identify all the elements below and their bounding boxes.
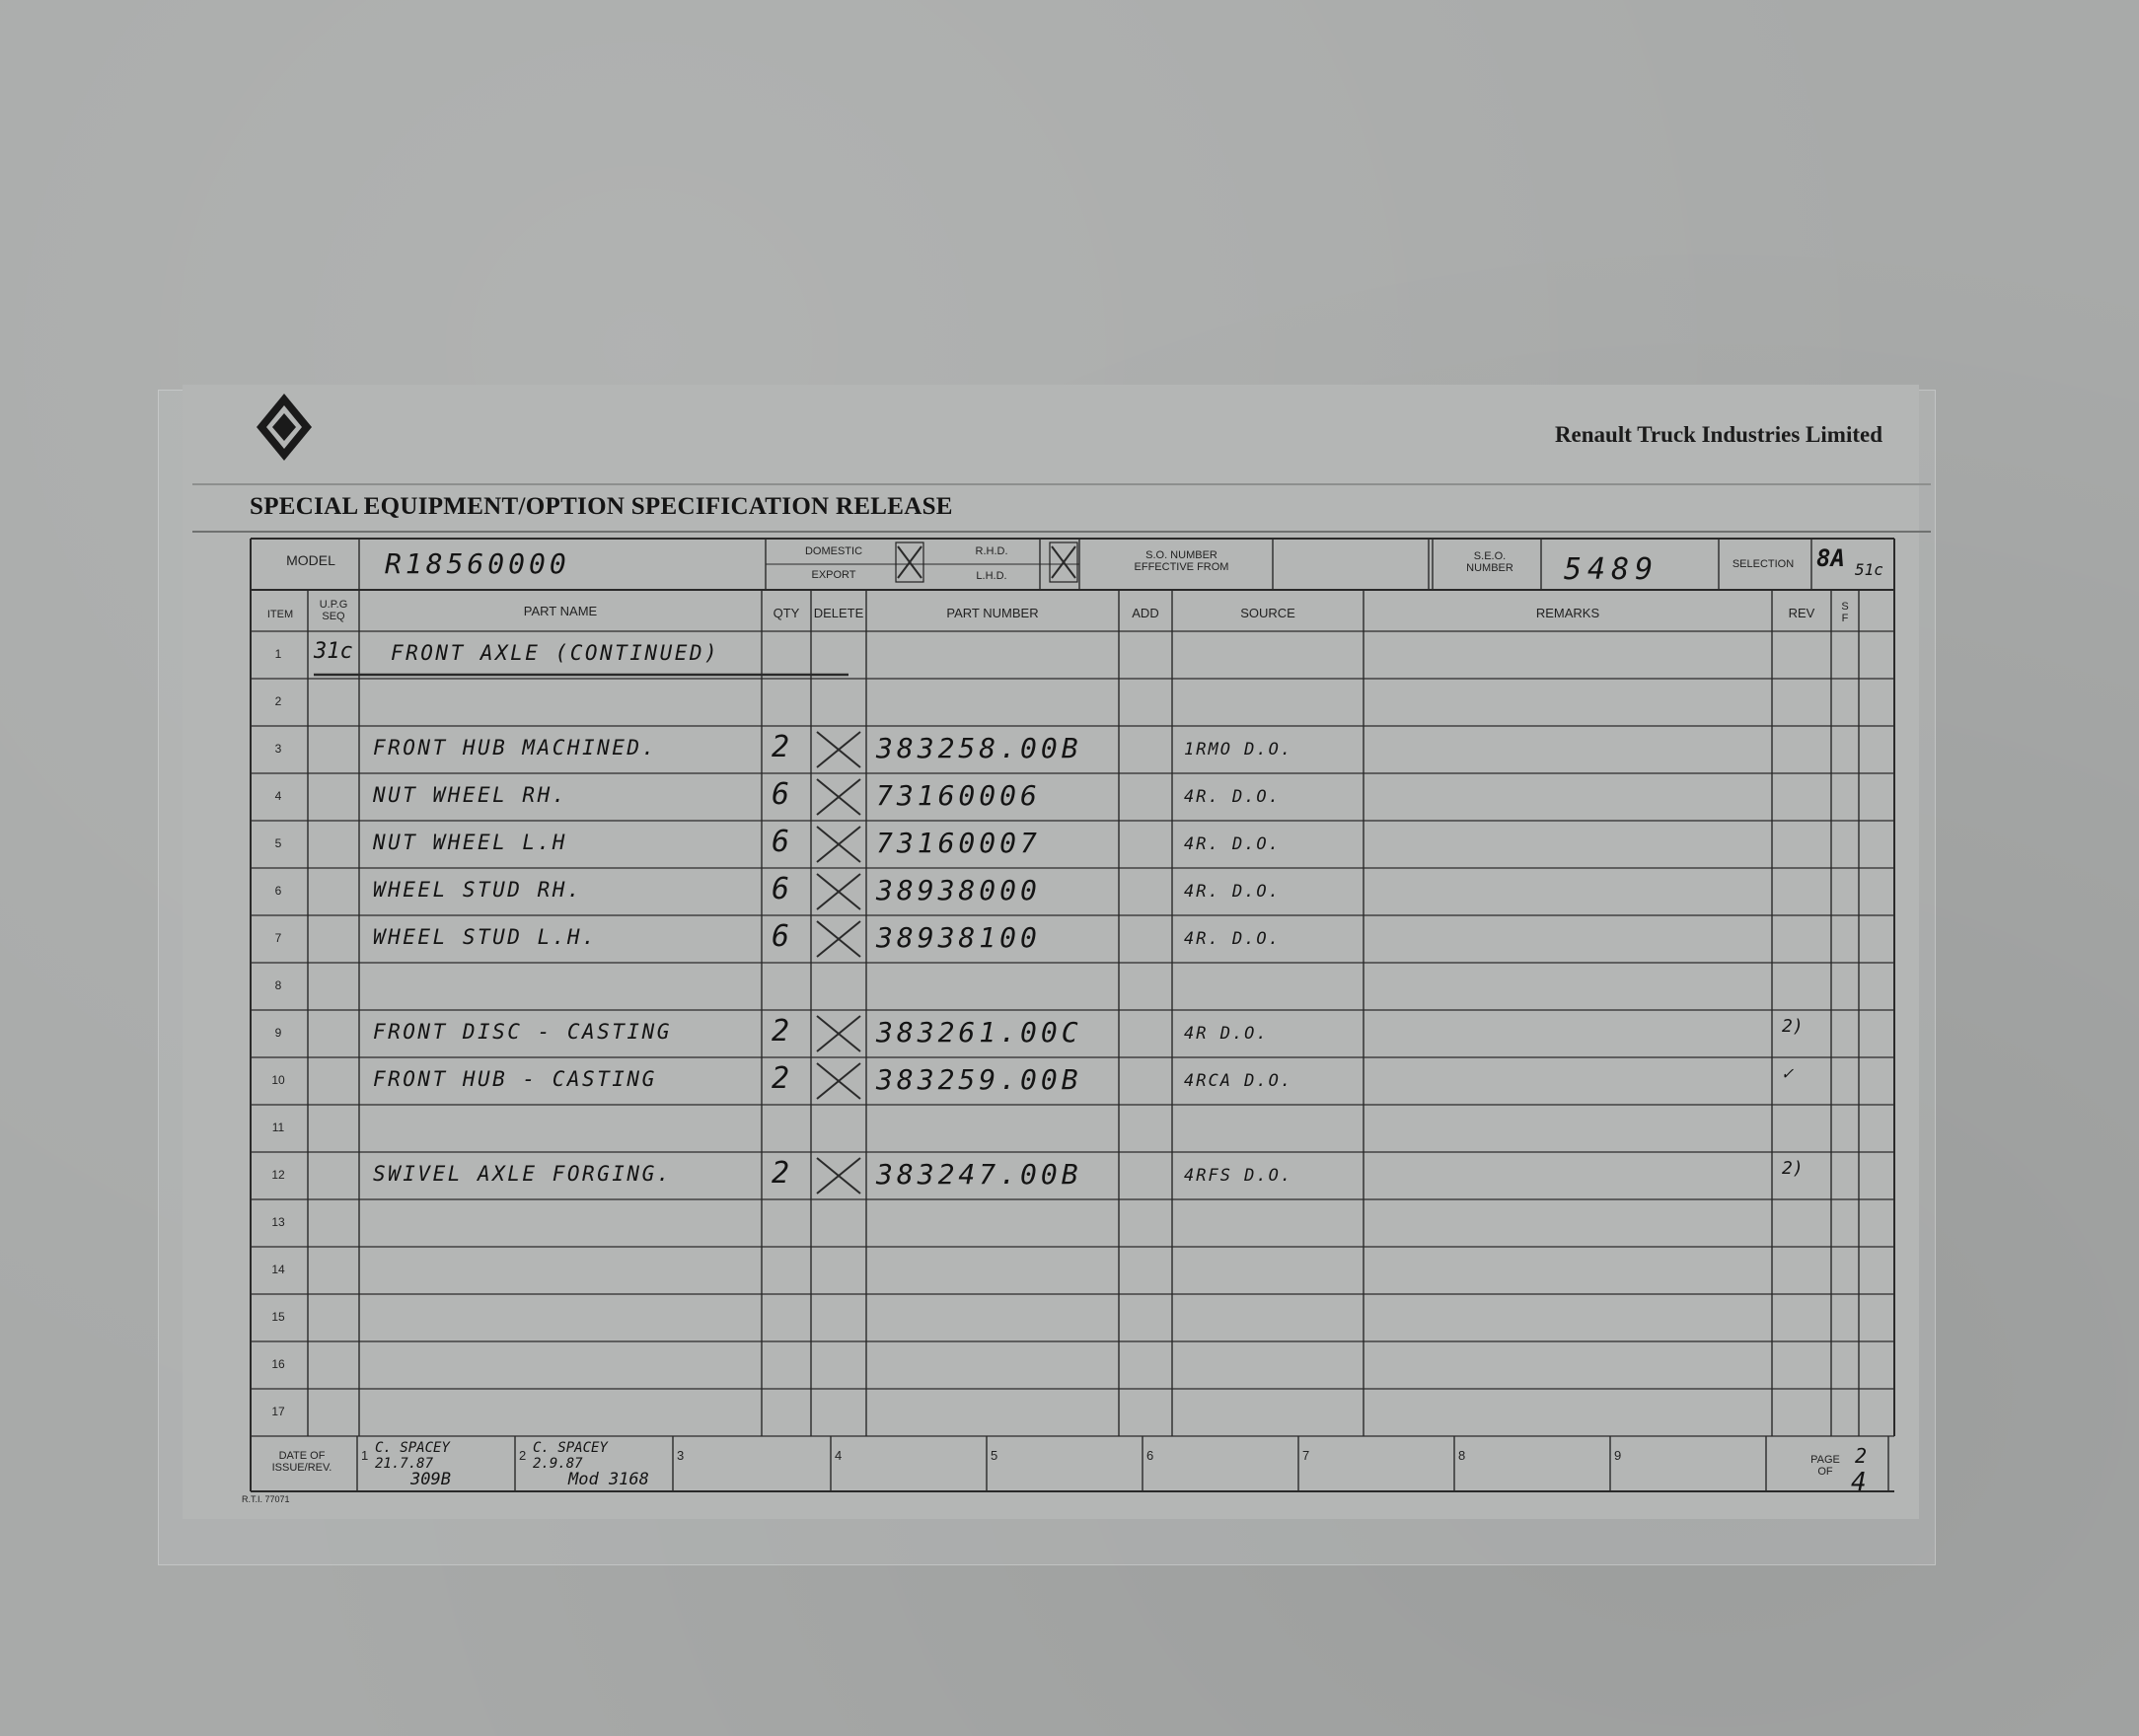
col-upg: U.P.G xyxy=(319,599,348,611)
issue-number: 9 xyxy=(1614,1448,1622,1463)
row-source: 4R D.O. xyxy=(1184,1024,1269,1044)
selection-suffix: 51c xyxy=(1855,560,1883,579)
issue-date: 2.9.87 xyxy=(533,1456,583,1472)
col-rev: REV xyxy=(1788,606,1815,620)
model-label: MODEL xyxy=(286,552,335,568)
issue-number: 2 xyxy=(519,1448,527,1463)
row-qty: 6 xyxy=(772,825,790,859)
col-s: S xyxy=(1841,601,1849,613)
row-part-number: 383247.00B xyxy=(876,1158,1082,1191)
row-item-number: 15 xyxy=(271,1310,285,1324)
effective-from-label: EFFECTIVE FROM xyxy=(1134,561,1229,573)
row-part-name: FRONT HUB - CASTING xyxy=(373,1067,657,1091)
row-part-name: NUT WHEEL L.H xyxy=(373,831,567,854)
issue-number: 4 xyxy=(835,1448,843,1463)
row-rev: 2) xyxy=(1782,1158,1804,1179)
row-item-number: 8 xyxy=(274,978,282,992)
issue-name: C. SPACEY xyxy=(375,1440,450,1456)
so-number-label: S.O. NUMBER xyxy=(1145,549,1217,561)
col-qty: QTY xyxy=(773,606,800,620)
row-part-number: 73160007 xyxy=(876,827,1041,859)
model-value: R18560000 xyxy=(385,547,570,580)
row-qty: 6 xyxy=(772,919,790,954)
company-name: Renault Truck Industries Limited xyxy=(1554,422,1882,447)
row-source: 1RMO D.O. xyxy=(1184,740,1293,760)
issue-date: 21.7.87 xyxy=(375,1456,434,1472)
row-upg-seq: 31c xyxy=(314,639,353,664)
issue-number: 8 xyxy=(1458,1448,1466,1463)
row-item-number: 16 xyxy=(271,1357,285,1371)
row-part-number: 38938000 xyxy=(876,874,1041,906)
issue-number: 6 xyxy=(1146,1448,1154,1463)
row-source: 4R. D.O. xyxy=(1184,882,1281,902)
selection-value: 8A xyxy=(1816,544,1845,572)
form-title: SPECIAL EQUIPMENT/OPTION SPECIFICATION RELEASE xyxy=(250,493,953,520)
col-source: SOURCE xyxy=(1240,606,1295,620)
form-code: R.T.I. 77071 xyxy=(242,1494,290,1504)
row-part-name: NUT WHEEL RH. xyxy=(373,783,567,807)
row-qty: 2 xyxy=(772,730,790,764)
row-item-number: 2 xyxy=(274,694,282,708)
row-item-number: 12 xyxy=(271,1168,285,1182)
row-part-name: FRONT AXLE (CONTINUED) xyxy=(391,641,720,665)
lhd-label: L.H.D. xyxy=(976,570,1007,582)
issue-note: 309B xyxy=(410,1470,451,1489)
col-delete: DELETE xyxy=(813,606,864,620)
row-source: 4RCA D.O. xyxy=(1184,1071,1293,1091)
row-part-number: 38938100 xyxy=(876,921,1041,954)
row-item-number: 4 xyxy=(274,789,282,803)
row-rev: ✓ xyxy=(1782,1063,1793,1084)
row-item-number: 5 xyxy=(274,836,282,850)
page-label: PAGE xyxy=(1810,1454,1840,1466)
issue-note: Mod 3168 xyxy=(568,1470,649,1489)
row-part-name: WHEEL STUD L.H. xyxy=(373,925,598,949)
row-item-number: 10 xyxy=(271,1073,285,1087)
row-part-number: 383261.00C xyxy=(876,1016,1082,1049)
row-part-name: FRONT DISC - CASTING xyxy=(373,1020,672,1044)
issue-number: 3 xyxy=(677,1448,685,1463)
row-qty: 6 xyxy=(772,872,790,906)
row-rev: 2) xyxy=(1782,1016,1804,1037)
row-part-number: 383259.00B xyxy=(876,1063,1082,1096)
row-qty: 2 xyxy=(772,1014,790,1049)
row-item-number: 1 xyxy=(274,647,282,661)
row-item-number: 11 xyxy=(271,1121,285,1134)
col-add: ADD xyxy=(1132,606,1159,620)
row-item-number: 6 xyxy=(274,884,282,898)
row-source: 4RFS D.O. xyxy=(1184,1166,1293,1186)
issue-number: 7 xyxy=(1302,1448,1310,1463)
row-source: 4R. D.O. xyxy=(1184,787,1281,807)
issue-rev-label: ISSUE/REV. xyxy=(271,1462,332,1474)
row-part-number: 73160006 xyxy=(876,779,1041,812)
seo-value: 5489 xyxy=(1564,552,1660,587)
issue-number: 5 xyxy=(991,1448,998,1463)
col-f: F xyxy=(1841,613,1849,624)
row-part-name: SWIVEL AXLE FORGING. xyxy=(373,1162,672,1186)
row-part-name: FRONT HUB MACHINED. xyxy=(373,736,657,760)
row-part-number: 383258.00B xyxy=(876,732,1082,764)
row-item-number: 9 xyxy=(274,1026,282,1040)
rhd-label: R.H.D. xyxy=(975,545,1008,557)
seo-number-label: NUMBER xyxy=(1466,562,1513,574)
row-qty: 2 xyxy=(772,1061,790,1096)
export-label: EXPORT xyxy=(811,569,856,581)
row-qty: 6 xyxy=(772,777,790,812)
row-item-number: 14 xyxy=(271,1263,285,1276)
col-part-name: PART NAME xyxy=(523,604,598,618)
row-item-number: 13 xyxy=(271,1215,285,1229)
seo-label: S.E.O. xyxy=(1473,550,1507,562)
page-total: 4 xyxy=(1851,1468,1867,1497)
issue-number: 1 xyxy=(361,1448,369,1463)
row-item-number: 3 xyxy=(274,742,282,756)
page-number: 2 xyxy=(1855,1444,1868,1468)
issue-name: C. SPACEY xyxy=(533,1440,608,1456)
row-source: 4R. D.O. xyxy=(1184,929,1281,949)
selection-label: SELECTION xyxy=(1732,558,1795,570)
col-item: ITEM xyxy=(266,609,294,620)
col-remarks: REMARKS xyxy=(1535,606,1600,620)
row-qty: 2 xyxy=(772,1156,790,1191)
row-item-number: 17 xyxy=(271,1405,285,1418)
page-of-label: OF xyxy=(1817,1466,1833,1478)
domestic-label: DOMESTIC xyxy=(804,545,863,557)
date-label: DATE OF xyxy=(278,1450,326,1462)
row-part-name: WHEEL STUD RH. xyxy=(373,878,583,902)
row-item-number: 7 xyxy=(274,931,282,945)
col-part-number: PART NUMBER xyxy=(946,606,1039,620)
col-seq: SEQ xyxy=(322,611,345,622)
row-source: 4R. D.O. xyxy=(1184,834,1281,854)
